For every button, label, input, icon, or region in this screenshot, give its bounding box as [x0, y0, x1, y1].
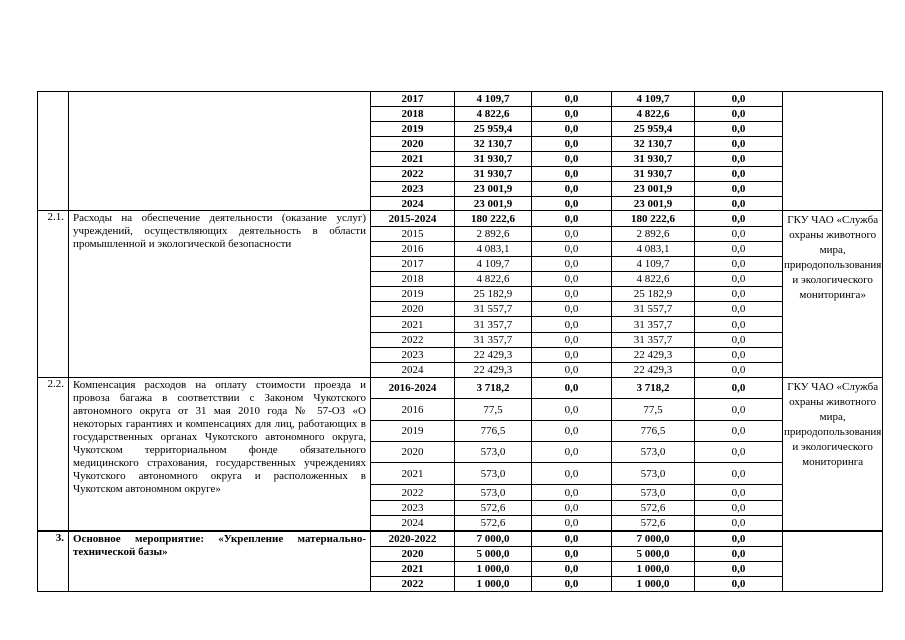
amount-cell: 31 557,7	[455, 302, 532, 317]
amount-cell: 22 429,3	[612, 363, 695, 378]
amount-cell: 180 222,6	[455, 211, 532, 227]
year-cell: 2020	[371, 442, 455, 463]
amount-cell: 0,0	[532, 302, 612, 317]
year-cell: 2015-2024	[371, 211, 455, 227]
amount-cell: 4 083,1	[455, 242, 532, 257]
amount-cell: 25 182,9	[612, 287, 695, 302]
amount-cell: 0,0	[532, 333, 612, 348]
amount-cell: 572,6	[612, 516, 695, 531]
amount-cell: 573,0	[612, 442, 695, 463]
amount-cell: 0,0	[532, 272, 612, 287]
table-row	[38, 531, 883, 547]
amount-cell: 31 930,7	[612, 167, 695, 182]
amount-cell: 4 822,6	[455, 107, 532, 122]
amount-cell: 0,0	[695, 227, 783, 242]
amount-cell: 0,0	[532, 92, 612, 107]
amount-cell: 0,0	[532, 577, 612, 592]
amount-cell: 0,0	[532, 378, 612, 399]
responsible-executor: ГКУ ЧАО «Служба охраны животного мира, природопользования и экологического мониторинга»	[783, 211, 883, 378]
amount-cell: 23 001,9	[455, 182, 532, 197]
amount-cell: 0,0	[532, 227, 612, 242]
amount-cell: 0,0	[695, 211, 783, 227]
responsible-executor	[783, 531, 883, 592]
budget-table	[37, 91, 883, 592]
amount-cell: 4 109,7	[455, 257, 532, 272]
item-number: 2.1.	[38, 211, 69, 378]
amount-cell: 1 000,0	[612, 562, 695, 577]
amount-cell: 573,0	[455, 442, 532, 463]
year-cell: 2020-2022	[371, 531, 455, 547]
table-row	[38, 92, 883, 107]
amount-cell: 0,0	[532, 501, 612, 516]
amount-cell: 0,0	[532, 547, 612, 562]
amount-cell: 0,0	[695, 516, 783, 531]
amount-cell: 0,0	[532, 421, 612, 442]
year-cell: 2021	[371, 463, 455, 485]
amount-cell: 572,6	[455, 501, 532, 516]
amount-cell: 0,0	[532, 122, 612, 137]
year-cell: 2024	[371, 197, 455, 211]
amount-cell: 0,0	[695, 399, 783, 421]
amount-cell: 0,0	[532, 197, 612, 211]
amount-cell: 23 001,9	[455, 197, 532, 211]
amount-cell: 0,0	[695, 421, 783, 442]
amount-cell: 573,0	[612, 463, 695, 485]
amount-cell: 4 083,1	[612, 242, 695, 257]
year-cell: 2017	[371, 257, 455, 272]
amount-cell: 77,5	[455, 399, 532, 421]
amount-cell: 25 959,4	[455, 122, 532, 137]
amount-cell: 0,0	[695, 107, 783, 122]
amount-cell: 0,0	[695, 197, 783, 211]
amount-cell: 0,0	[532, 167, 612, 182]
year-cell: 2019	[371, 122, 455, 137]
amount-cell: 573,0	[455, 463, 532, 485]
year-cell: 2021	[371, 562, 455, 577]
budget-table-body	[38, 92, 883, 592]
amount-cell: 180 222,6	[612, 211, 695, 227]
year-cell: 2022	[371, 333, 455, 348]
amount-cell: 31 930,7	[455, 152, 532, 167]
amount-cell: 0,0	[695, 317, 783, 333]
year-cell: 2019	[371, 421, 455, 442]
amount-cell: 0,0	[532, 348, 612, 363]
amount-cell: 0,0	[532, 257, 612, 272]
amount-cell: 0,0	[695, 92, 783, 107]
amount-cell: 0,0	[695, 501, 783, 516]
amount-cell: 25 182,9	[455, 287, 532, 302]
amount-cell: 0,0	[695, 531, 783, 547]
amount-cell: 0,0	[532, 152, 612, 167]
amount-cell: 4 109,7	[612, 92, 695, 107]
amount-cell: 3 718,2	[455, 378, 532, 399]
amount-cell: 0,0	[695, 122, 783, 137]
amount-cell: 5 000,0	[455, 547, 532, 562]
year-cell: 2023	[371, 348, 455, 363]
amount-cell: 0,0	[532, 463, 612, 485]
amount-cell: 31 357,7	[455, 317, 532, 333]
amount-cell: 0,0	[532, 363, 612, 378]
amount-cell: 1 000,0	[455, 562, 532, 577]
year-cell: 2018	[371, 272, 455, 287]
amount-cell: 31 357,7	[612, 333, 695, 348]
amount-cell: 776,5	[612, 421, 695, 442]
amount-cell: 7 000,0	[612, 531, 695, 547]
year-cell: 2024	[371, 363, 455, 378]
year-cell: 2023	[371, 182, 455, 197]
amount-cell: 2 892,6	[455, 227, 532, 242]
amount-cell: 22 429,3	[612, 348, 695, 363]
amount-cell: 0,0	[532, 531, 612, 547]
year-cell: 2022	[371, 485, 455, 501]
amount-cell: 7 000,0	[455, 531, 532, 547]
amount-cell: 31 357,7	[455, 333, 532, 348]
amount-cell: 0,0	[532, 399, 612, 421]
year-cell: 2019	[371, 287, 455, 302]
amount-cell: 25 959,4	[612, 122, 695, 137]
item-number	[38, 92, 69, 211]
year-cell: 2021	[371, 317, 455, 333]
amount-cell: 0,0	[695, 463, 783, 485]
amount-cell: 0,0	[532, 242, 612, 257]
amount-cell: 0,0	[532, 317, 612, 333]
item-number: 3.	[38, 531, 69, 592]
amount-cell: 1 000,0	[455, 577, 532, 592]
amount-cell: 572,6	[455, 516, 532, 531]
responsible-executor	[783, 92, 883, 211]
year-cell: 2015	[371, 227, 455, 242]
amount-cell: 0,0	[695, 348, 783, 363]
year-cell: 2023	[371, 501, 455, 516]
amount-cell: 0,0	[532, 287, 612, 302]
amount-cell: 4 109,7	[612, 257, 695, 272]
amount-cell: 2 892,6	[612, 227, 695, 242]
amount-cell: 0,0	[532, 485, 612, 501]
table-row	[38, 211, 883, 227]
amount-cell: 0,0	[695, 378, 783, 399]
amount-cell: 4 109,7	[455, 92, 532, 107]
amount-cell: 776,5	[455, 421, 532, 442]
amount-cell: 0,0	[695, 242, 783, 257]
year-cell: 2022	[371, 577, 455, 592]
amount-cell: 0,0	[695, 167, 783, 182]
amount-cell: 31 357,7	[612, 317, 695, 333]
amount-cell: 31 930,7	[612, 152, 695, 167]
amount-cell: 23 001,9	[612, 197, 695, 211]
amount-cell: 572,6	[612, 501, 695, 516]
amount-cell: 0,0	[695, 272, 783, 287]
year-cell: 2020	[371, 302, 455, 317]
amount-cell: 5 000,0	[612, 547, 695, 562]
amount-cell: 4 822,6	[612, 107, 695, 122]
amount-cell: 0,0	[532, 211, 612, 227]
amount-cell: 573,0	[612, 485, 695, 501]
amount-cell: 0,0	[695, 547, 783, 562]
amount-cell: 0,0	[695, 562, 783, 577]
year-cell: 2021	[371, 152, 455, 167]
amount-cell: 0,0	[532, 107, 612, 122]
amount-cell: 22 429,3	[455, 348, 532, 363]
amount-cell: 0,0	[695, 182, 783, 197]
responsible-executor: ГКУ ЧАО «Служба охраны животного мира, природопользования и экологического мониторинга	[783, 378, 883, 531]
amount-cell: 32 130,7	[612, 137, 695, 152]
amount-cell: 31 557,7	[612, 302, 695, 317]
year-cell: 2024	[371, 516, 455, 531]
year-cell: 2016-2024	[371, 378, 455, 399]
amount-cell: 0,0	[695, 442, 783, 463]
amount-cell: 0,0	[695, 137, 783, 152]
item-description: Компенсация расходов на оплату стоимости проезда и провоза багажа в соответствии с Законом Чукотского автономного округа от 31 мая 2010 года № 57-ОЗ «О некоторых гарантиях и компенсациях для лиц, работающих в государственных органах Чукотского автономного округа, Чукотском территориальном фонде обязательного медицинского страхования, государственных учреждениях Чукотского автономного округа и расположенных в Чукотском автономном округе»	[69, 378, 371, 531]
amount-cell: 0,0	[695, 257, 783, 272]
item-description	[69, 92, 371, 211]
amount-cell: 0,0	[695, 577, 783, 592]
amount-cell: 4 822,6	[455, 272, 532, 287]
amount-cell: 3 718,2	[612, 378, 695, 399]
amount-cell: 0,0	[695, 302, 783, 317]
year-cell: 2020	[371, 547, 455, 562]
amount-cell: 0,0	[532, 562, 612, 577]
amount-cell: 0,0	[695, 333, 783, 348]
item-description: Основное мероприятие: «Укрепление материально-технической базы»	[69, 531, 371, 592]
amount-cell: 0,0	[695, 287, 783, 302]
year-cell: 2022	[371, 167, 455, 182]
amount-cell: 23 001,9	[612, 182, 695, 197]
amount-cell: 0,0	[532, 182, 612, 197]
amount-cell: 573,0	[455, 485, 532, 501]
amount-cell: 0,0	[532, 137, 612, 152]
item-number: 2.2.	[38, 378, 69, 531]
amount-cell: 0,0	[532, 442, 612, 463]
amount-cell: 0,0	[695, 363, 783, 378]
year-cell: 2020	[371, 137, 455, 152]
amount-cell: 1 000,0	[612, 577, 695, 592]
amount-cell: 0,0	[695, 485, 783, 501]
amount-cell: 32 130,7	[455, 137, 532, 152]
year-cell: 2017	[371, 92, 455, 107]
item-description: Расходы на обеспечение деятельности (оказание услуг) учреждений, осуществляющих деятельность в области промышленной и экологической безопасности	[69, 211, 371, 378]
table-row	[38, 378, 883, 399]
amount-cell: 4 822,6	[612, 272, 695, 287]
amount-cell: 77,5	[612, 399, 695, 421]
year-cell: 2018	[371, 107, 455, 122]
year-cell: 2016	[371, 399, 455, 421]
amount-cell: 31 930,7	[455, 167, 532, 182]
amount-cell: 22 429,3	[455, 363, 532, 378]
year-cell: 2016	[371, 242, 455, 257]
amount-cell: 0,0	[695, 152, 783, 167]
amount-cell: 0,0	[532, 516, 612, 531]
